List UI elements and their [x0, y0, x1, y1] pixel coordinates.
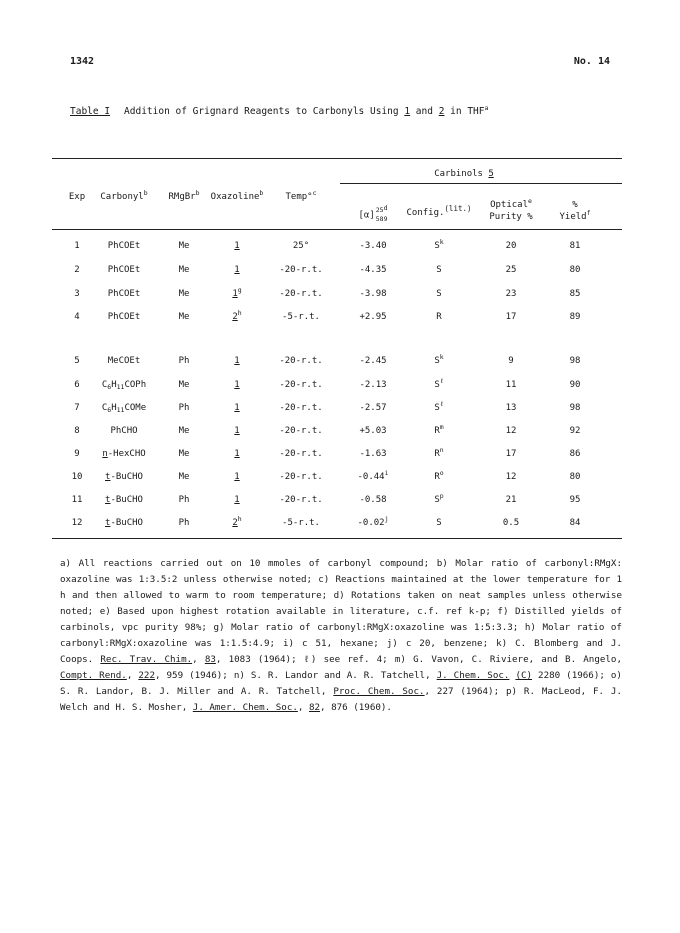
table-cell: Me: [178, 426, 190, 436]
table-cell: 81: [569, 241, 581, 251]
table-cell: Me: [178, 472, 190, 482]
table-cell: -20-r.t.: [279, 403, 323, 413]
table-cell: -4.35: [359, 265, 387, 275]
table-cell: 1: [234, 495, 240, 505]
table-cell: $C_6H_{11}COPh$: [101, 380, 147, 391]
table-cell: 5: [74, 356, 80, 366]
table-cell: -2.57: [359, 403, 387, 413]
table-cell: 9: [74, 449, 80, 459]
table-cell: -1.63: [359, 449, 387, 459]
table-cell: 86: [569, 449, 581, 459]
table-cell: $S^k$: [434, 353, 444, 366]
table-cell: 6: [74, 380, 80, 390]
table-cell: +5.03: [359, 426, 387, 436]
table-cell: 10: [71, 472, 83, 482]
table-cell: 17: [505, 449, 517, 459]
table-cell: Me: [178, 312, 190, 322]
page-number: 1342: [70, 56, 95, 67]
table-cell: 13: [505, 403, 517, 413]
table-cell: PhCOEt: [107, 289, 141, 299]
table-cell: 1: [74, 241, 80, 251]
col-rmgbr: RMgBr$^b$: [168, 189, 200, 202]
table-header-rule: [52, 229, 622, 230]
table-cell: 0.5: [502, 518, 520, 528]
table-cell: -20-r.t.: [279, 472, 323, 482]
col-config: Config.$^{(lit.)}$: [406, 204, 472, 218]
table-cell: -20-r.t.: [279, 449, 323, 459]
table-cell: Ph: [178, 495, 190, 505]
table-cell: -0.44$^i$: [357, 469, 389, 482]
table-cell: -5-r.t.: [282, 312, 320, 322]
table-cell: PhCOEt: [107, 312, 141, 322]
table-cell: -20-r.t.: [279, 495, 323, 505]
table-bottom-rule: [52, 538, 622, 539]
table-cell: -5-r.t.: [282, 518, 320, 528]
table-cell: $S^\ell$: [434, 377, 444, 390]
table-cell: t-BuCHO: [105, 495, 143, 505]
table-cell: t-BuCHO: [105, 518, 143, 528]
table-cell: 95: [569, 495, 581, 505]
table-cell: S: [436, 265, 442, 275]
table-cell: -2.45: [359, 356, 387, 366]
table-cell: S: [436, 289, 442, 299]
table-cell: $S^k$: [434, 238, 444, 251]
table-cell: 11: [71, 495, 83, 505]
table-top-rule: [52, 158, 622, 159]
col-temp: Temp°$^c$: [285, 189, 317, 202]
table-cell: R: [436, 312, 442, 322]
table-cell: 17: [505, 312, 517, 322]
table-cell: 1: [234, 265, 240, 275]
table-cell: 85: [569, 289, 581, 299]
table-cell: 80: [569, 265, 581, 275]
table-cell: PhCHO: [110, 426, 138, 436]
table-cell: -0.58: [359, 495, 387, 505]
table-cell: 7: [74, 403, 80, 413]
table-cell: Me: [178, 265, 190, 275]
table-cell: t-BuCHO: [105, 472, 143, 482]
table-cell: 1: [234, 356, 240, 366]
table-caption: [70, 106, 488, 117]
table-cell: $R^o$: [434, 469, 444, 482]
col-rotation: [α]25$^d$ 589: [358, 204, 388, 223]
table-cell: 21: [505, 495, 517, 505]
table-footnotes: a) All reactions carried out on 10 mmoles of carbonyl compound; b) Molar ratio of carbonyl:RMgX: oxazoline was 1:3.5:2 unless otherwise noted; c) Reactions maintained at the lower temperature for 1 h and then allowed to warm to room temperature; d) Rotations taken on neat samples unless otherwise noted; e) Based upon highest rotation available in literature, c.f. ref k-p; f) Distilled yields of carbinols, vpc purity 98%; g) Molar ratio of carbonyl:RMgX:oxazoline was 1:5:3.3; h) Molar ratio of carbonyl:RMgX:oxazoline was 1:1.5:4.9; i) c 51, hexane; j) c 20, benzene; k) C. Blomberg and J. Coops. Rec. Trav. Chim., 83, 1083 (1964); ℓ) see ref. 4; m) G. Vavon, C. Riviere, and B. Angelo, Compt. Rend., 222, 959 (1946); n) S. R. Landor and A. R. Tatchell, J. Chem. Soc. (C) 2280 (1966); o) S. R. Landor, B. J. Miller and A. R. Tatchell, Proc. Chem. Soc., 227 (1964); p) R. MacLeod, F. J. Welch and H. S. Mosher, J. Amer. Chem. Soc., 82, 876 (1960).: [60, 558, 622, 713]
col-yield: % Yield$^f$: [559, 200, 591, 222]
col-carbonyl: Carbonyl$^b$: [100, 189, 148, 202]
table-cell: $R^m$: [434, 423, 444, 436]
col-exp: Exp: [68, 192, 86, 202]
table-cell: -20-r.t.: [279, 380, 323, 390]
table-cell: 2: [74, 265, 80, 275]
col-optical-purity: Optical$^e$ Purity %: [489, 197, 533, 222]
issue-number: No. 14: [573, 56, 610, 67]
table-cell: 80: [569, 472, 581, 482]
table-cell: Ph: [178, 518, 190, 528]
table-cell: 90: [569, 380, 581, 390]
col-group-carbinols: Carbinols 5: [434, 169, 494, 179]
table-cell: 20: [505, 241, 517, 251]
table-cell: 1: [234, 241, 240, 251]
table-cell: -20-r.t.: [279, 426, 323, 436]
table-cell: 1: [234, 403, 240, 413]
table-cell: 1: [234, 472, 240, 482]
table-cell: Ph: [178, 403, 190, 413]
table-cell: 1: [234, 449, 240, 459]
table-cell: 2$^h$: [232, 515, 242, 528]
table-cell: 23: [505, 289, 517, 299]
table-cell: -20-r.t.: [279, 265, 323, 275]
table-cell: 8: [74, 426, 80, 436]
table-cell: 89: [569, 312, 581, 322]
table-cell: 3: [74, 289, 80, 299]
table-cell: 2$^h$: [232, 309, 242, 322]
table-cell: Me: [178, 289, 190, 299]
table-cell: -20-r.t.: [279, 289, 323, 299]
table-cell: $S^p$: [434, 492, 444, 505]
table-cell: PhCOEt: [107, 241, 141, 251]
table-cell: Me: [178, 241, 190, 251]
table-cell: 25°: [292, 241, 310, 251]
table-cell: 1$^g$: [232, 286, 242, 299]
table-cell: 12: [505, 472, 517, 482]
table-cell: -3.98: [359, 289, 387, 299]
table-cell: Me: [178, 380, 190, 390]
col-oxazoline: Oxazoline$^b$: [210, 189, 264, 202]
table-cell: -2.13: [359, 380, 387, 390]
table-cell: S: [436, 518, 442, 528]
table-cell: 25: [505, 265, 517, 275]
table-cell: $R^n$: [434, 446, 444, 459]
table-cell: -3.40: [359, 241, 387, 251]
table-cell: Ph: [178, 356, 190, 366]
table-cell: Me: [178, 449, 190, 459]
table-cell: PhCOEt: [107, 265, 141, 275]
table-cell: 1: [234, 380, 240, 390]
table-cell: n-HexCHO: [102, 449, 146, 459]
table-cell: 12: [71, 518, 83, 528]
table-cell: 11: [505, 380, 517, 390]
table-cell: 4: [74, 312, 80, 322]
table-cell: 92: [569, 426, 581, 436]
table-cell: 9: [508, 356, 514, 366]
carbinols-group-rule: [340, 183, 622, 184]
table-cell: $C_6H_{11}COMe$: [101, 403, 147, 414]
table-cell: +2.95: [359, 312, 387, 322]
table-cell: 84: [569, 518, 581, 528]
table-cell: $S^\ell$: [434, 400, 444, 413]
table-cell: -0.02$^j$: [357, 515, 389, 528]
table-cell: 98: [569, 356, 581, 366]
table-cell: -20-r.t.: [279, 356, 323, 366]
table-title: Addition of Grignard Reagents to Carbonyls Using 1 and 2 in THF$^a$: [124, 104, 489, 117]
table-cell: MeCOEt: [107, 356, 141, 366]
table-label: Table I: [70, 106, 111, 117]
table-cell: 98: [569, 403, 581, 413]
table-cell: 12: [505, 426, 517, 436]
table-cell: 1: [234, 426, 240, 436]
